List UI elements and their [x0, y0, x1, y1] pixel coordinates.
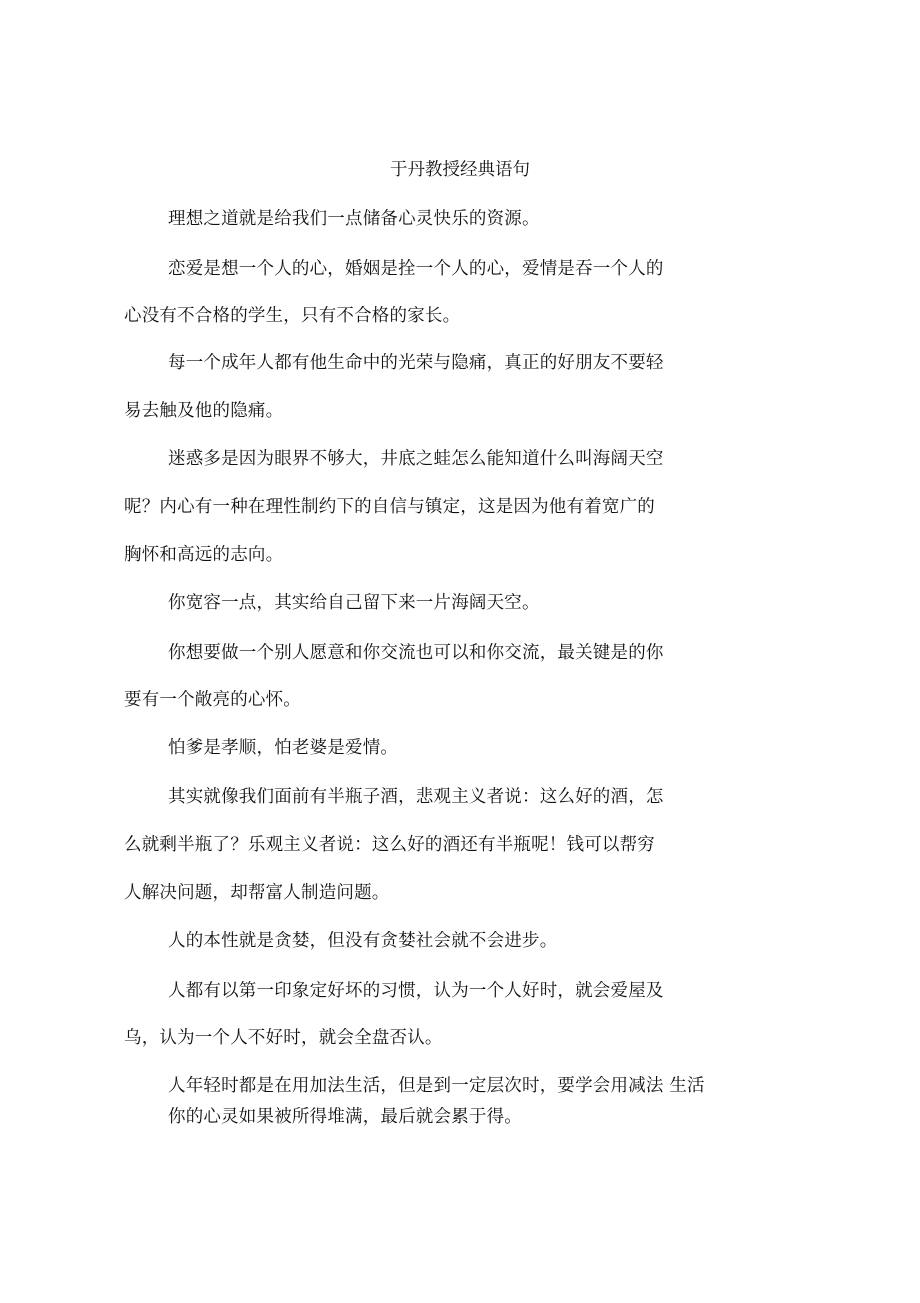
text-line-2: 恋爱是想一个人的心，婚姻是拴一个人的心，爱情是吞一个人的: [168, 259, 664, 279]
document-title: 于丹教授经典语句: [390, 160, 530, 180]
text-line-13: 其实就像我们面前有半瓶子酒，悲观主义者说：这么好的酒，怎: [168, 787, 664, 807]
text-line-5: 易去触及他的隐痛。: [124, 401, 284, 421]
text-line-4: 每一个成年人都有他生命中的光荣与隐痛，真正的好朋友不要轻: [168, 353, 664, 373]
text-line-3: 心没有不合格的学生，只有不合格的家长。: [124, 306, 461, 326]
text-line-8: 胸怀和高远的志向。: [124, 545, 284, 565]
text-line-19: 人年轻时都是在用加法生活，但是到一定层次时，要学会用减法 生活: [168, 1076, 705, 1096]
text-line-11: 要有一个敞亮的心怀。: [124, 690, 301, 710]
text-line-14: 么就剩半瓶了？乐观主义者说：这么好的酒还有半瓶呢！钱可以帮穷: [124, 835, 655, 855]
text-line-7: 呢？内心有一种在理性制约下的自信与镇定，这是因为他有着宽广的: [124, 497, 655, 517]
text-line-12: 怕爹是孝顺，怕老婆是爱情。: [168, 738, 399, 758]
text-line-15: 人解决问题，却帮富人制造问题。: [124, 883, 390, 903]
text-line-1: 理想之道就是给我们一点储备心灵快乐的资源。: [168, 209, 540, 229]
text-line-20: 你的心灵如果被所得堆满，最后就会累于得。: [168, 1107, 522, 1127]
text-line-18: 乌，认为一个人不好时，就会全盘否认。: [124, 1028, 443, 1048]
text-line-6: 迷惑多是因为眼界不够大，井底之蛙怎么能知道什么叫海阔天空: [168, 449, 664, 469]
text-line-17: 人都有以第一印象定好坏的习惯，认为一个人好时，就会爱屋及: [168, 981, 664, 1001]
text-line-16: 人的本性就是贪婪，但没有贪婪社会就不会进步。: [168, 931, 558, 951]
text-line-9: 你宽容一点，其实给自己留下来一片海阔天空。: [168, 593, 540, 613]
text-line-10: 你想要做一个别人愿意和你交流也可以和你交流，最关键是的你: [168, 643, 664, 663]
